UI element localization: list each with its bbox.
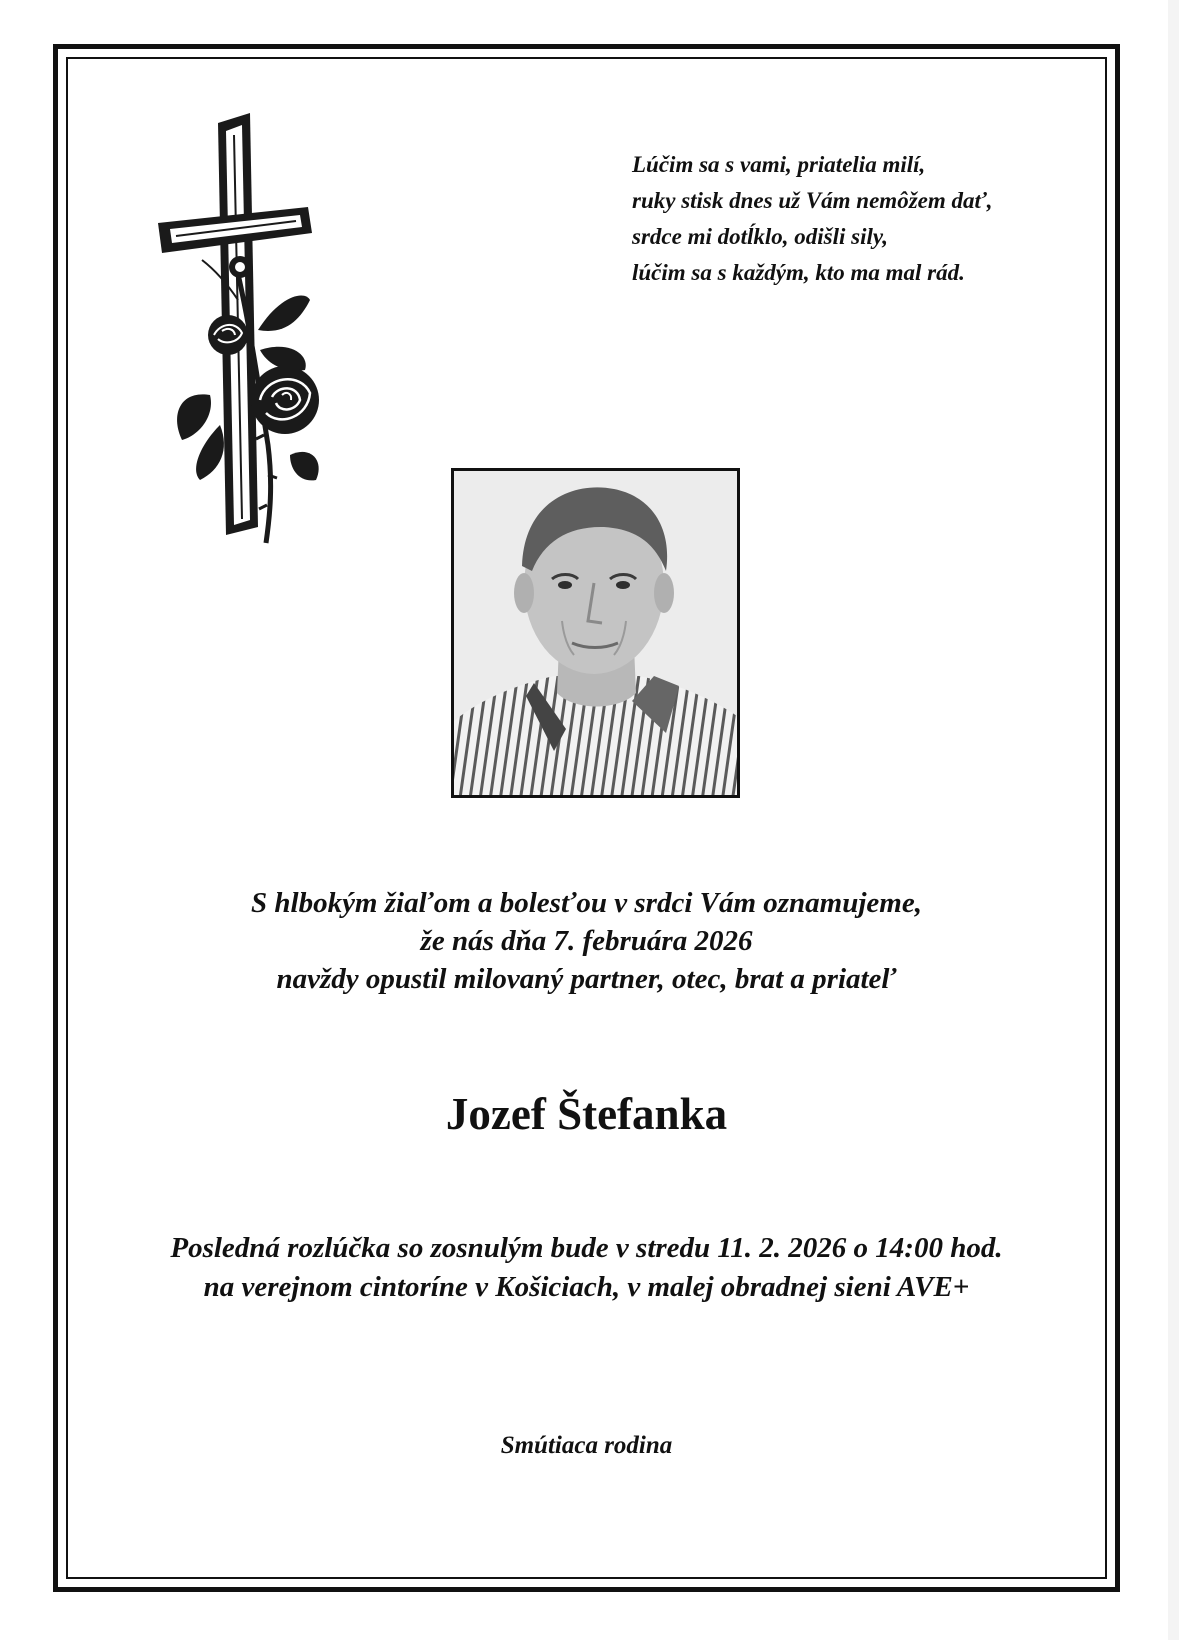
poem-line: srdce mi dotĺklo, odišli sily, [632, 224, 888, 249]
cross-with-roses-icon [140, 95, 350, 585]
funeral-line: na verejnom cintoríne v Košiciach, v malej obradnej sieni AVE+ [203, 1271, 970, 1303]
funeral-line: Posledná rozlúčka so zosnulým bude v stredu 11. 2. 2026 o 14:00 hod. [170, 1232, 1003, 1264]
announcement-line: navždy opustil milovaný partner, otec, brat a priateľ [276, 963, 897, 995]
announcement-line: že nás dňa 7. februára 2026 [420, 925, 753, 957]
poem-line: Lúčim sa s vami, priatelia milí, [632, 152, 926, 177]
funeral-details [66, 1229, 1107, 1307]
farewell-poem [632, 147, 992, 291]
poem-line: lúčim sa s každým, kto ma mal rád. [632, 260, 965, 285]
announcement-line: S hlbokým žiaľom a bolesťou v srdci Vám oznamujeme, [251, 887, 922, 919]
death-announcement [66, 884, 1107, 998]
portrait-photo [451, 468, 740, 798]
poem-line: ruky stisk dnes už Vám nemôžem dať, [632, 188, 993, 213]
deceased-name: Jozef Štefanka [445, 1089, 728, 1139]
mourning-family-signature: Smútiaca rodina [500, 1432, 673, 1459]
